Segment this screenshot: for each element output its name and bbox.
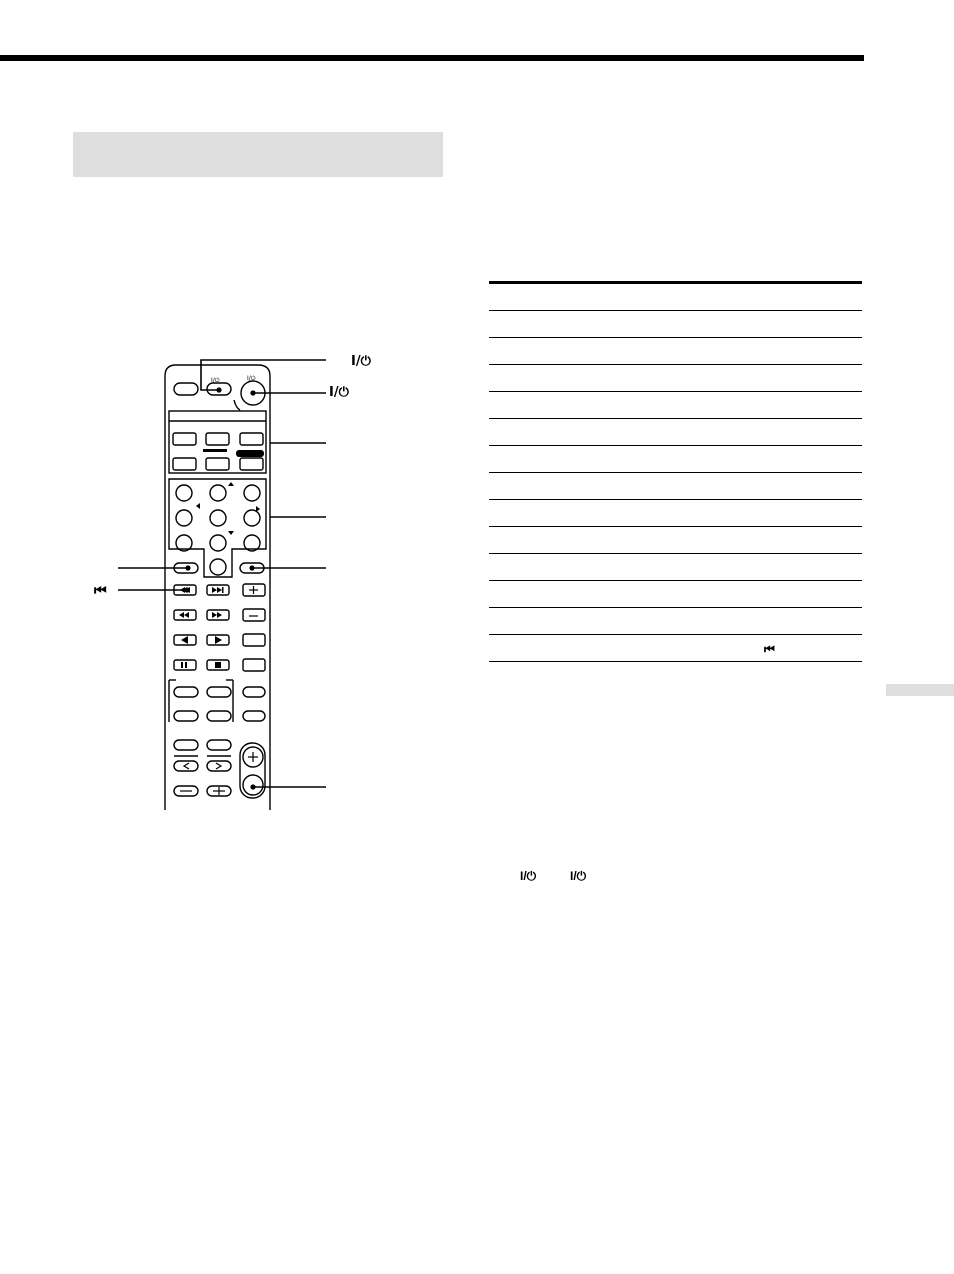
- power-note-first: I/⏻: [520, 869, 537, 883]
- table-row: [489, 419, 862, 446]
- power-callout-top: I/⏻: [351, 354, 371, 369]
- table-row: [489, 500, 862, 527]
- table-row: [489, 392, 862, 419]
- prev-track-callout: ⏮: [94, 583, 107, 599]
- table-row: [489, 554, 862, 581]
- power-callout-second: I/⏻: [329, 385, 349, 400]
- table-row: [489, 473, 862, 500]
- table-row: [489, 338, 862, 365]
- table-row: [489, 527, 862, 554]
- table-row: [489, 284, 862, 311]
- table-row: [489, 311, 862, 338]
- table-row: [489, 581, 862, 608]
- function-table: [489, 281, 862, 662]
- table-row: [489, 446, 862, 473]
- remote-power-button-large-label: I/⏻: [247, 375, 256, 382]
- table-row: [489, 365, 862, 392]
- remote-power-button-small-label: I/⏻: [211, 377, 220, 384]
- table-row: [489, 608, 862, 635]
- table-row-symbol: ⏮: [764, 642, 775, 656]
- power-note: [520, 869, 600, 885]
- table-body: [489, 284, 862, 662]
- power-note-second: I/⏻: [570, 869, 587, 883]
- table-row: [489, 635, 862, 662]
